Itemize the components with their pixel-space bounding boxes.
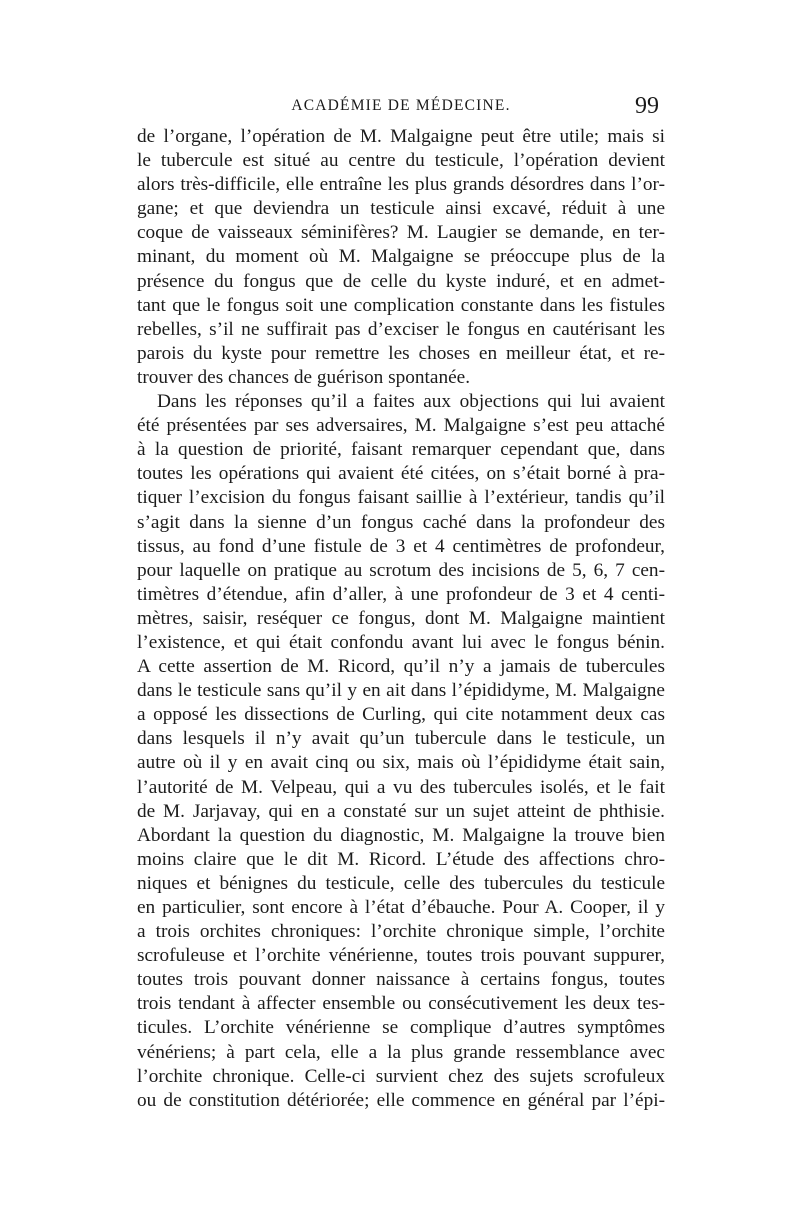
text-line: l’existence, et qui était confondu avant lui avec le fongus bénin. <box>137 631 665 653</box>
text-line: mètres, saisir, reséquer ce fongus, dont M. Malgaigne maintient <box>137 607 665 629</box>
text-line: à la question de priorité, faisant remarquer cependant que, dans <box>137 439 665 461</box>
text-line: scrofuleuse et l’orchite vénérienne, toutes trois pouvant suppurer, <box>137 945 665 967</box>
text-line: Dans les réponses qu’il a faites aux objections qui lui avaient <box>157 391 665 413</box>
text-line: rebelles, s’il ne suffirait pas d’exciser le fongus en cautérisant les <box>137 318 665 340</box>
text-line: a opposé les dissections de Curling, qui cite notamment deux cas <box>137 704 665 726</box>
running-head <box>137 93 665 127</box>
text-line: coque de vaisseaux séminifères? M. Laugier se demande, en ter- <box>137 222 665 244</box>
text-line: le tubercule est situé au centre du testicule, l’opération devient <box>137 150 665 172</box>
text-line: timètres d’étendue, afin d’aller, à une profondeur de 3 et 4 centi- <box>137 583 665 605</box>
text-line: gane; et que deviendra un testicule ainsi excavé, réduit à une <box>137 198 665 220</box>
text-line: tant que le fongus soit une complication constante dans les fistules <box>137 294 665 316</box>
text-line: dans lesquels il n’y avait qu’un tubercule dans le testicule, un <box>137 728 665 750</box>
text-line: toutes les opérations qui avaient été citées, on s’était borné à pra- <box>137 463 665 485</box>
text-line: été présentées par ses adversaires, M. Malgaigne s’est peu attaché <box>137 415 665 437</box>
text-line: l’orchite chronique. Celle-ci survient chez des sujets scrofuleux <box>137 1065 665 1087</box>
text-line: en particulier, sont encore à l’état d’ébauche. Pour A. Cooper, il y <box>137 897 665 918</box>
text-line: vénériens; à part cela, elle a la plus grande ressemblance avec <box>137 1041 665 1063</box>
text-line: toutes trois pouvant donner naissance à certains fongus, toutes <box>137 969 665 991</box>
text-line: alors très-difficile, elle entraîne les plus grands désordres dans l’or- <box>137 174 665 196</box>
body-text <box>137 125 665 1113</box>
text-line: ticules. L’orchite vénérienne se complique d’autres symptômes <box>137 1017 665 1039</box>
text-line: présence du fongus que de celle du kyste induré, et en admet- <box>137 270 665 292</box>
text-line: autre où il y en avait cinq ou six, mais où l’épididyme était sain, <box>137 752 665 774</box>
text-line: l’autorité de M. Velpeau, qui a vu des tubercules isolés, et le fait <box>137 776 665 798</box>
text-line: ou de constitution détériorée; elle commence en général par l’épi- <box>137 1089 665 1111</box>
text-line: minant, du moment où M. Malgaigne se préoccupe plus de la <box>137 246 665 268</box>
text-line: moins claire que le dit M. Ricord. L’étude des affections chro- <box>137 848 665 870</box>
text-line: tissus, au fond d’une fistule de 3 et 4 centimètres de profondeur, <box>137 535 665 557</box>
text-line: de M. Jarjavay, qui en a constaté sur un sujet atteint de phthisie. <box>137 800 665 822</box>
text-line: a trois orchites chroniques: l’orchite chronique simple, l’orchite <box>137 921 665 943</box>
text-line: de l’organe, l’opération de M. Malgaigne peut être utile; mais si <box>137 126 665 147</box>
text-line: tiquer l’excision du fongus faisant saillie à l’extérieur, tandis qu’il <box>137 487 665 509</box>
text-line: pour laquelle on pratique au scrotum des incisions de 5, 6, 7 cen- <box>137 559 665 581</box>
page-number: 99 <box>635 93 659 119</box>
text-line: trois tendant à affecter ensemble ou consécutivement les deux tes- <box>137 993 665 1015</box>
text-line: parois du kyste pour remettre les choses en meilleur état, et re- <box>137 342 665 364</box>
text-line: trouver des chances de guérison spontanée. <box>137 366 471 388</box>
text-line: s’agit dans la sienne d’un fongus caché dans la profondeur des <box>137 511 665 533</box>
text-line: dans le testicule sans qu’il y en ait dans l’épididyme, M. Malgaigne <box>137 680 665 702</box>
text-line: A cette assertion de M. Ricord, qu’il n’y a jamais de tubercules <box>137 656 665 678</box>
text-line: niques et bénignes du testicule, celle des tubercules du testicule <box>137 872 665 894</box>
header-title: ACADÉMIE DE MÉDECINE. <box>291 97 511 114</box>
text-line: Abordant la question du diagnostic, M. Malgaigne la trouve bien <box>137 824 665 846</box>
